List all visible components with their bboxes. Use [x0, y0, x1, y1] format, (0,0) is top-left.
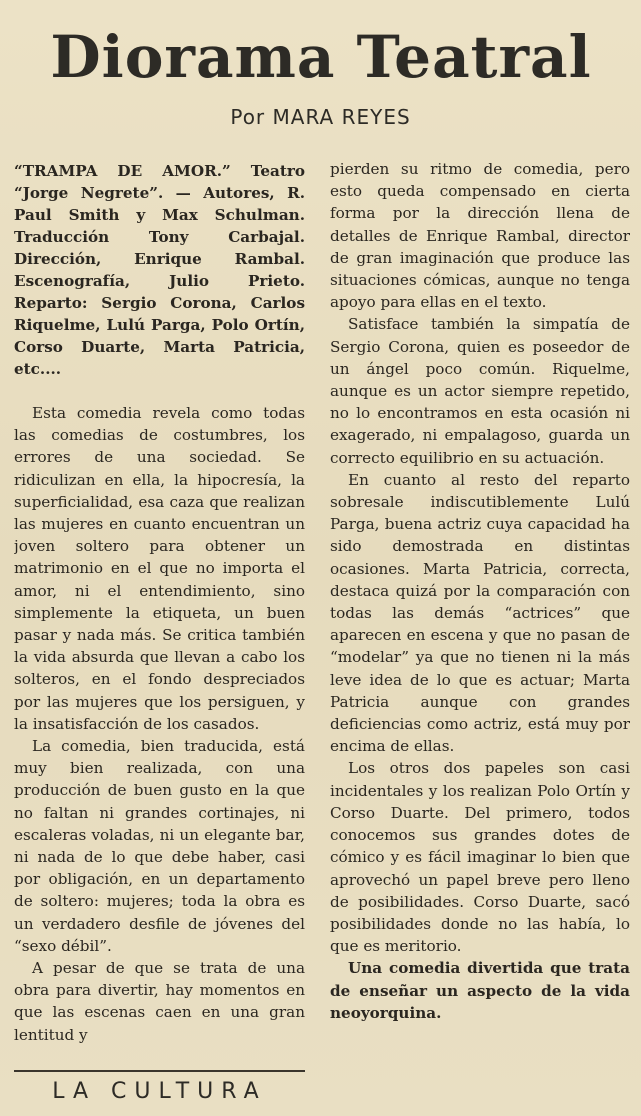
left-column — [14, 160, 305, 1068]
body-paragraph: Los otros dos papeles son casi incidentales y los realizan Polo Ortín y Corso Duarte. Del primero, todos conocemos sus grandes dotes de cómico y es fácil imaginar lo bien que aprovechó un papel breve pero lleno de posibilidades. Corso Duarte, sacó posibilidades donde no las había, lo que es meritorio. — [330, 759, 630, 956]
body-paragraph: A pesar de que se trata de una obra para divertir, hay momentos en que las escenas caen en una gran lentitud y — [14, 959, 305, 1044]
play-credits: “TRAMPA DE AMOR.” Teatro “Jorge Negrete”. — Autores, R. Paul Smith y Max Schulman. Traducción Tony Carbajal. Dirección, Enrique Rambal. Escenografía, Julio Prieto. Reparto: Sergio Corona, Carlos Riquelme, Lulú Parga, Polo Ortín, Corso Duarte, Marta Patricia, etc.... — [14, 162, 305, 378]
body-paragraph: Satisface también la simpatía de Sergio Corona, quien es poseedor de un ángel poco común. Riquelme, aunque es un actor siempre repetido, no lo encontramos en esta ocasión ni exagerado, ni empalagoso, guarda un correcto equilibrio en su actuación. — [330, 315, 630, 467]
byline: Por MARA REYES — [230, 105, 411, 129]
right-column — [330, 158, 630, 1108]
body-paragraph: La comedia, bien traducida, está muy bien realizada, con una producción de buen gusto en la que no faltan ni grandes cortinajes, ni escaleras voladas, ni un elegante bar, ni nada de lo que debe haber, casi por obligación, en un departamento de soltero: mujeres; toda la obra es un verdadero desfile de jóvenes del “sexo débil”. — [14, 737, 305, 955]
body-paragraph: pierden su ritmo de comedia, pero esto queda compensado en cierta forma por la dirección llena de detalles de Enrique Rambal, director de gran imaginación que produce las situaciones cómicas, aunque no tenga apoyo para ellas en el texto. — [330, 160, 630, 312]
footer-divider — [14, 1070, 305, 1072]
body-paragraph: En cuanto al resto del reparto sobresale indiscutiblemente Lulú Parga, buena actriz cuya capacidad ha sido demostrada en distintas ocasiones. Marta Patricia, correcta, destaca quizá por la comparación con todas las demás “actrices” que aparecen en escena y que no pasan de “modelar” ya que no tienen ni la más leve idea de lo que es actuar; Marta Patricia aunque con grandes deficiencias como actriz, está muy por encima de ellas. — [330, 470, 630, 756]
column-title: Diorama Teatral — [50, 23, 592, 91]
paragraph-gap — [14, 380, 305, 402]
body-paragraph: Esta comedia revela como todas las comedias de costumbres, los errores de una sociedad. Se ridiculizan en ella, la hipocresía, la superficialidad, esa caza que realizan las mujeres en cuanto encuentran un joven soltero para obtener un matrimonio en el que no importa el amor, ni el entendimiento, sino simplemente la etiqueta, un buen pasar y nada más. Se critica también la vida absurda que llevan a cabo los solteros, en el fondo despreciados por las mujeres que los persiguen, y la insatisfacción de los casados. — [14, 404, 305, 733]
closing-paragraph: Una comedia divertida que trata de enseñar un aspecto de la vida neoyorquina. — [330, 959, 630, 1022]
section-footer: LA CULTURA — [52, 1079, 267, 1104]
